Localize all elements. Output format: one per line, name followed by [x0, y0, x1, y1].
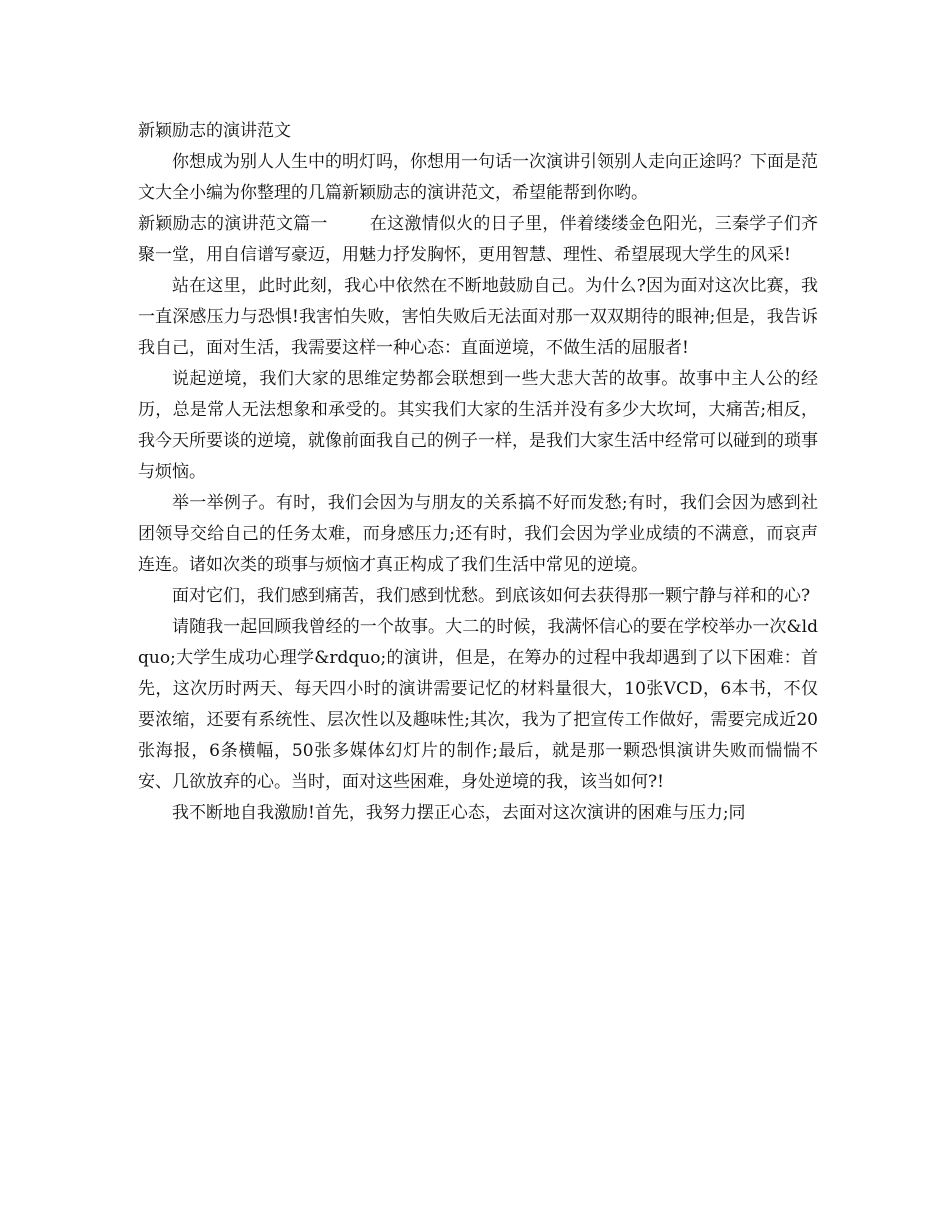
- body-paragraph-4: 面对它们，我们感到痛苦，我们感到忧愁。到底该如何去获得那一颗宁静与祥和的心?: [172, 586, 811, 606]
- section-first-text: 在这激情似火的日子里，伴着缕缕金色阳光，三秦学子们齐聚一堂，用自信谱写豪迈，用魅力抒发胸怀，更用智慧、理性、希望展现大学生的风采!: [138, 214, 819, 265]
- document-body: [138, 116, 818, 829]
- section-heading: 新颖励志的演讲范文篇一: [138, 214, 328, 234]
- body-paragraph-1: 站在这里，此时此刻，我心中依然在不断地鼓励自己。为什么?因为面对这次比赛，我一直深感压力与恐惧!我害怕失败，害怕失败后无法面对那一双双期待的眼神;但是，我告诉我自己，面对生活，我需要这样一种心态：直面逆境，不做生活的屈服者!: [138, 276, 818, 358]
- body-paragraph-3: 举一举例子。有时，我们会因为与朋友的关系搞不好而发愁;有时，我们会因为感到社团领导交给自己的任务太难，而身感压力;还有时，我们会因为学业成绩的不满意，而哀声连连。诸如次类的琐事与烦恼才真正构成了我们生活中常见的逆境。: [138, 493, 818, 575]
- document-title: 新颖励志的演讲范文: [138, 121, 291, 141]
- body-paragraph-2: 说起逆境，我们大家的思维定势都会联想到一些大悲大苦的故事。故事中主人公的经历，总是常人无法想象和承受的。其实我们大家的生活并没有多少大坎坷，大痛苦;相反，我今天所要谈的逆境，就像前面我自己的例子一样，是我们大家生活中经常可以碰到的琐事与烦恼。: [138, 369, 818, 482]
- intro-paragraph: 你想成为别人人生中的明灯吗，你想用一句话一次演讲引领别人走向正途吗？下面是范文大全小编为你整理的几篇新颖励志的演讲范文，希望能帮到你哟。: [138, 152, 818, 203]
- body-paragraph-6: 我不断地自我激励!首先，我努力摆正心态，去面对这次演讲的困难与压力;同: [172, 803, 746, 823]
- section-paragraph: [138, 209, 818, 271]
- body-paragraph-5: 请随我一起回顾我曾经的一个故事。大二的时候，我满怀信心的要在学校举办一次&ldquo;大学生成功心理学&rdquo;的演讲，但是，在筹办的过程中我却遇到了以下困难：首先，这次历时两天、每天四小时的演讲需要记忆的材料量很大，10张VCD，6本书，不仅要浓缩，还要有系统性、层次性以及趣味性;其次，我为了把宣传工作做好，需要完成近20张海报，6条横幅，50张多媒体幻灯片的制作;最后，就是那一颗恐惧演讲失败而惴惴不安、几欲放弃的心。当时，面对这些困难，身处逆境的我，该当如何?!: [138, 617, 818, 792]
